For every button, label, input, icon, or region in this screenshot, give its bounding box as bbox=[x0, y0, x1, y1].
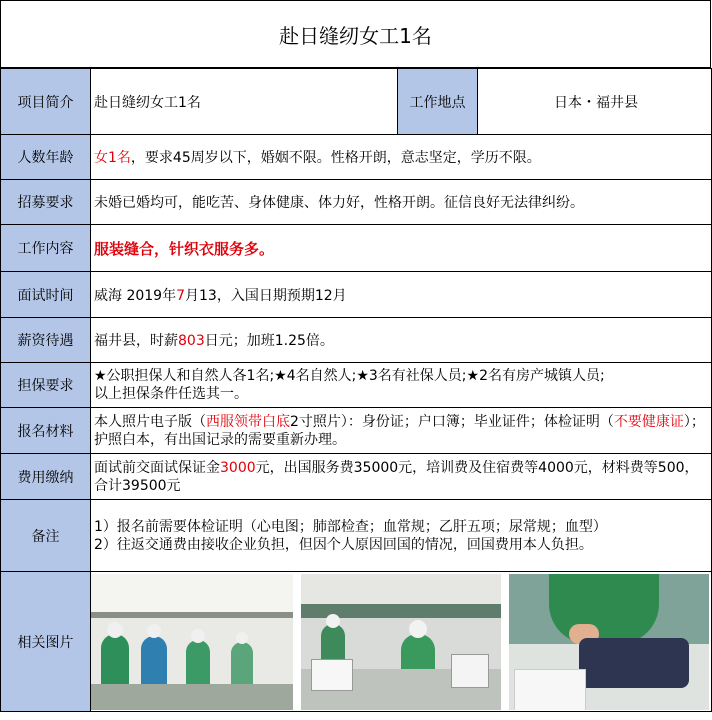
fees-value bbox=[91, 454, 712, 500]
label-materials: 报名材料 bbox=[1, 408, 91, 454]
materials-suit: 西服领带白底 bbox=[206, 413, 290, 430]
location-value: 日本・福井县 bbox=[478, 69, 712, 135]
people-rest: ，要求45周岁以下，婚姻不限。性格开朗，意志坚定，学历不限。 bbox=[130, 150, 541, 166]
interview-part1: 威海 2019年 bbox=[94, 287, 177, 304]
guarantee-line2: 以上担保条件任选其一。 bbox=[94, 386, 248, 402]
salary-value bbox=[91, 318, 712, 363]
label-salary: 薪资待遇 bbox=[1, 318, 91, 363]
row-work bbox=[1, 225, 712, 272]
fees-deposit: 3000 bbox=[220, 459, 256, 476]
interview-month: 7 bbox=[176, 287, 186, 304]
materials-part3: ）；护照白本，有出国记录的需要重新办理。 bbox=[94, 413, 705, 448]
row-materials bbox=[1, 408, 712, 454]
photo-strip bbox=[91, 573, 711, 711]
row-notes bbox=[1, 500, 712, 572]
row-people bbox=[1, 135, 712, 180]
guarantee-value bbox=[91, 363, 712, 408]
info-table bbox=[0, 68, 712, 712]
label-interview: 面试时间 bbox=[1, 272, 91, 318]
label-photos: 相关图片 bbox=[1, 572, 91, 712]
row-recruit bbox=[1, 180, 712, 225]
label-fees: 费用缴纳 bbox=[1, 454, 91, 500]
row-salary bbox=[1, 318, 712, 363]
row-photos bbox=[1, 572, 712, 712]
interview-part2: 月13，入国日期预期12月 bbox=[185, 287, 347, 304]
sewing-room-photo bbox=[301, 574, 501, 710]
notes-line1: 1）报名前需要体检证明（心电图；肺部检查；血常规；乙肝五项；尿常规；血型） bbox=[94, 518, 607, 535]
notes-value bbox=[91, 500, 712, 572]
materials-no-health: 不要健康证 bbox=[613, 413, 684, 430]
materials-part1: 本人照片电子版（ bbox=[94, 413, 206, 430]
salary-wage: 803 bbox=[178, 333, 205, 349]
interview-value bbox=[91, 272, 712, 318]
notes-line2: 2）往返交通费由接收企业负担，但因个人原因回国的情况，回国费用本人负担。 bbox=[94, 536, 593, 553]
project-value: 赴日缝纫女工1名 bbox=[91, 69, 398, 135]
row-interview bbox=[1, 272, 712, 318]
salary-part2: 日元；加班1.25倍。 bbox=[204, 333, 334, 349]
row-project bbox=[1, 69, 712, 135]
label-project: 项目简介 bbox=[1, 69, 91, 135]
photos-cell bbox=[91, 572, 712, 712]
label-notes: 备注 bbox=[1, 500, 91, 572]
label-guarantee: 担保要求 bbox=[1, 363, 91, 408]
fees-part2: 元，出国服务费35000元，培训费及住宿费等4000元，材料费等500，合计39500元 bbox=[94, 459, 699, 494]
page-title: 赴日缝纫女工1名 bbox=[0, 0, 711, 68]
people-value bbox=[91, 135, 712, 180]
row-guarantee bbox=[1, 363, 712, 408]
label-location: 工作地点 bbox=[398, 69, 478, 135]
garment-handling-photo bbox=[509, 574, 709, 710]
guarantee-line1: ★公职担保人和自然人各1名;★4名自然人;★3名有社保人员;★2名有房产城镇人员; bbox=[94, 368, 605, 384]
materials-value bbox=[91, 408, 712, 454]
recruit-value: 未婚已婚均可，能吃苦、身体健康、体力好，性格开朗。征信良好无法律纠纷。 bbox=[91, 180, 712, 225]
fees-part1: 面试前交面试保证金 bbox=[94, 459, 220, 476]
people-highlight: 女1名 bbox=[94, 150, 131, 166]
label-people: 人数年龄 bbox=[1, 135, 91, 180]
work-value: 服装缝合，针织衣服务多。 bbox=[91, 225, 712, 272]
row-fees bbox=[1, 454, 712, 500]
materials-part2: 2寸照片）：身份证；户口簿；毕业证件；体检证明（ bbox=[290, 413, 614, 430]
salary-part1: 福井县，时薪 bbox=[94, 333, 178, 349]
factory-line-photo bbox=[91, 574, 293, 710]
label-work: 工作内容 bbox=[1, 225, 91, 272]
label-recruit: 招募要求 bbox=[1, 180, 91, 225]
